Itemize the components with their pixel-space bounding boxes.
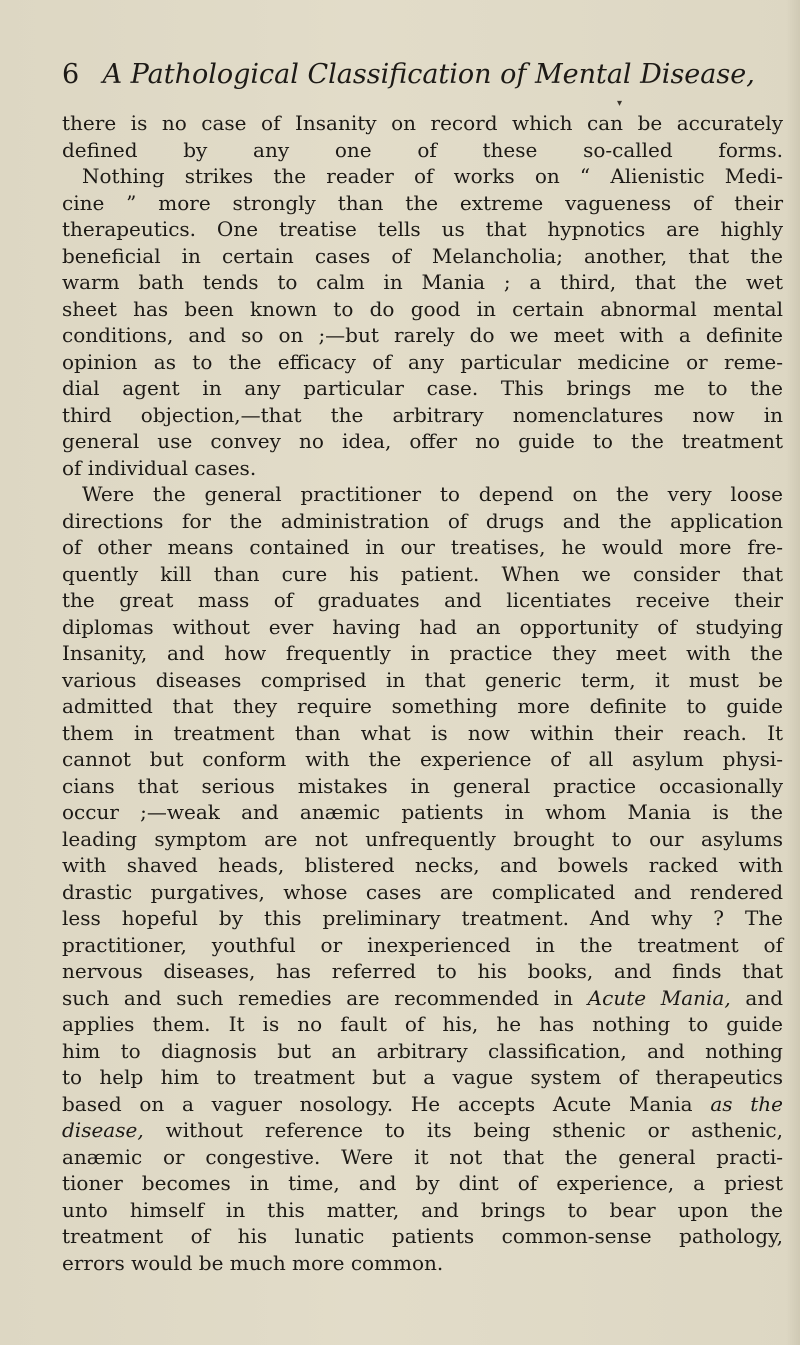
- text-line: [62, 163, 783, 190]
- line-text: beneficial in certain cases of Melancholia; another, that the: [62, 243, 783, 268]
- text-line: [62, 640, 783, 667]
- line-tail: and: [730, 985, 784, 1010]
- text-line: [62, 534, 783, 561]
- line-text: drastic purgatives, whose cases are complicated and rendered: [62, 879, 783, 904]
- line-text: defined by any one of these so-called forms.: [62, 137, 783, 162]
- line-text: warm bath tends to calm in Mania ; a third, that the wet: [62, 270, 783, 294]
- text-line: [62, 958, 783, 985]
- line-text: unto himself in this matter, and brings to bear upon the: [62, 1197, 783, 1222]
- page-edge-shadow: [786, 0, 800, 1345]
- line-text: dial agent in any particular case. This brings me to the: [62, 376, 783, 400]
- line-text: of individual cases.: [62, 455, 257, 480]
- text-line: [62, 375, 783, 402]
- line-text: opinion as to the efficacy of any particular medicine or reme-: [62, 349, 783, 374]
- text-line: [62, 508, 783, 535]
- line-text: him to diagnosis but an arbitrary classification, and nothing: [62, 1038, 783, 1063]
- line-text: admitted that they require something more definite to guide: [62, 694, 783, 718]
- line-text: less hopeful by this preliminary treatment. And why ? The: [62, 906, 783, 930]
- text-line: [62, 1064, 783, 1091]
- text-line: [62, 216, 783, 243]
- text-line: [62, 693, 783, 720]
- running-head: [62, 58, 762, 92]
- text-line: [62, 1038, 783, 1065]
- line-text: various diseases comprised in that generic term, it must be: [62, 667, 783, 692]
- text-line: [62, 1197, 783, 1224]
- text-line: [62, 1250, 783, 1277]
- text-line: [62, 879, 783, 906]
- text-line: [62, 428, 783, 455]
- italic-text: disease,: [62, 1118, 144, 1142]
- printer-mark: ▾: [617, 98, 623, 109]
- line-text: applies them. It is no fault of his, he has nothing to guide: [62, 1012, 783, 1036]
- line-text: general use convey no idea, offer no guide to the treatment: [62, 429, 783, 453]
- line-tail: without reference to its being sthenic or asthenic,: [143, 1118, 783, 1142]
- text-line: [62, 852, 783, 879]
- text-line: [62, 985, 783, 1012]
- text-line: [62, 1117, 783, 1144]
- text-line: [62, 614, 783, 641]
- line-text: anæmic or congestive. Were it not that the general practi-: [62, 1144, 783, 1169]
- text-line: [62, 1170, 783, 1197]
- text-line: [62, 826, 783, 853]
- text-line: [62, 773, 783, 800]
- text-line: [62, 455, 783, 482]
- line-text: sheet has been known to do good in certain abnormal mental: [62, 296, 783, 321]
- line-text: such and such remedies are recommended in: [62, 985, 573, 1010]
- text-line: [62, 1144, 783, 1171]
- text-line: [62, 720, 783, 747]
- line-text: quently kill than cure his patient. When we consider that: [62, 561, 783, 586]
- text-line: [62, 799, 783, 826]
- text-line: [62, 667, 783, 694]
- body-text: [62, 110, 783, 1276]
- text-line: [62, 190, 783, 217]
- line-text: practitioner, youthful or inexperienced in the treatment of: [62, 932, 783, 957]
- line-text: treatment of his lunatic patients common-sense pathology,: [62, 1224, 783, 1248]
- line-text: the great mass of graduates and licentiates receive their: [62, 588, 783, 612]
- line-text: third objection,—that the arbitrary nomenclatures now in: [62, 402, 783, 427]
- page-number: 6: [62, 59, 80, 90]
- text-line: [62, 1011, 783, 1038]
- line-text: Nothing strikes the reader of works on “ Alienistic Medi-: [82, 164, 783, 188]
- line-text: therapeutics. One treatise tells us that hypnotics are highly: [62, 217, 783, 241]
- line-text: Were the general practitioner to depend on the very loose: [82, 482, 783, 506]
- text-line: [62, 746, 783, 773]
- text-line: [62, 402, 783, 429]
- text-line: [62, 561, 783, 588]
- text-line: [62, 137, 783, 164]
- italic-text: as the: [710, 1091, 783, 1116]
- line-text: conditions, and so on ;—but rarely do we meet with a definite: [62, 323, 783, 347]
- text-line: [62, 481, 783, 508]
- line-text: cians that serious mistakes in general practice occasionally: [62, 773, 783, 798]
- line-text: nervous diseases, has referred to his books, and finds that: [62, 959, 783, 983]
- line-text: cannot but conform with the experience of all asylum physi-: [62, 747, 783, 771]
- text-line: [62, 1223, 783, 1250]
- line-text: them in treatment than what is now within their reach. It: [62, 720, 783, 745]
- running-head-title: A Pathological Classification of Mental Disease,: [102, 59, 755, 90]
- text-line: [62, 349, 783, 376]
- text-line: [62, 243, 783, 270]
- line-text: directions for the administration of drugs and the application: [62, 508, 783, 533]
- line-text: leading symptom are not unfrequently brought to our asylums: [62, 826, 783, 851]
- text-line: [62, 587, 783, 614]
- text-line: [62, 269, 783, 296]
- line-text: based on a vaguer nosology. He accepts Acute Mania: [62, 1091, 693, 1116]
- line-text: occur ;—weak and anæmic patients in whom Mania is the: [62, 800, 783, 824]
- line-text: cine ” more strongly than the extreme vagueness of their: [62, 190, 783, 215]
- text-line: [62, 296, 783, 323]
- text-line: [62, 1091, 783, 1118]
- line-text: with shaved heads, blistered necks, and bowels racked with: [62, 853, 783, 877]
- text-line: [62, 932, 783, 959]
- line-text: errors would be much more common.: [62, 1250, 444, 1275]
- italic-text: Acute Mania,: [587, 985, 731, 1010]
- line-text: of other means contained in our treatises, he would more fre-: [62, 535, 783, 559]
- line-text: diplomas without ever having had an opportunity of studying: [62, 614, 783, 639]
- line-text: there is no case of Insanity on record which can be accurately: [62, 111, 783, 135]
- line-text: tioner becomes in time, and by dint of experience, a priest: [62, 1171, 783, 1195]
- text-line: [62, 322, 783, 349]
- line-text: Insanity, and how frequently in practice they meet with the: [62, 641, 783, 665]
- text-line: [62, 905, 783, 932]
- line-text: to help him to treatment but a vague system of therapeutics: [62, 1065, 783, 1089]
- text-line: [62, 110, 783, 137]
